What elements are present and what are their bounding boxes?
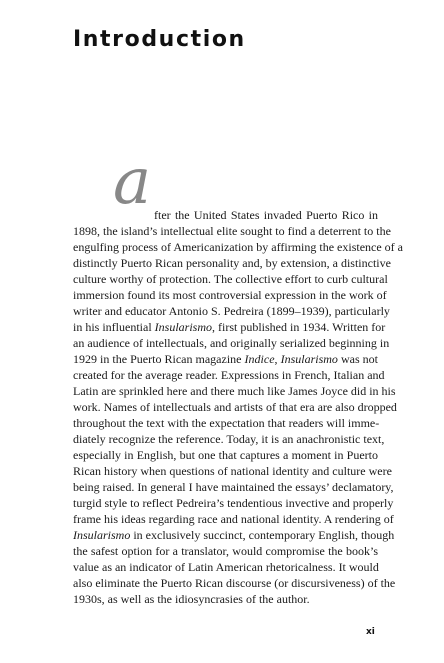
text-line: writer and educator Antonio S. Pedreira (1899–1939), particularly <box>73 304 390 318</box>
text-line: 1930s, as well as the idiosyncrasies of the author. <box>73 592 310 606</box>
text-line: distinctly Puerto Rican personality and, by extension, a distinctive <box>73 256 391 270</box>
text-line: also eliminate the Puerto Rican discourse (or discursiveness) of the <box>73 576 396 590</box>
first-line: fter the United States invaded Puerto Rico in <box>154 208 378 222</box>
text-line: Latin are sprinkled here and there much like James Joyce did in his <box>73 384 396 398</box>
text-line: culture worthy of protection. The collective effort to curb cultural <box>73 272 388 286</box>
text-line: work. Names of intellectuals and artists of that era are also dropped <box>73 400 397 414</box>
text-line: being raised. In general I have maintained the essays’ declamatory, <box>73 480 394 494</box>
text-line: especially in English, but one that captures a moment in Puerto <box>73 448 378 462</box>
text-line: created for the average reader. Expressions in French, Italian and <box>73 368 385 382</box>
text-line: turgid style to reflect Pedreira’s tendentious invective and properly <box>73 496 394 510</box>
text-line: 1898, the island’s intellectual elite sought to find a deterrent to the <box>73 224 391 238</box>
page-number: xi <box>366 627 375 637</box>
body-text <box>73 223 403 607</box>
chapter-title: Introduction <box>73 27 246 52</box>
text-line: diately recognize the reference. Today, it is an anachronistic text, <box>73 432 385 446</box>
text-line: in his influential Insularismo, first published in 1934. Written for <box>73 320 386 334</box>
text-line: engulfing process of Americanization by affirming the existence of a <box>73 240 403 254</box>
text-line: an audience of intellectuals, and originally serialized beginning in <box>73 336 390 350</box>
text-line: frame his ideas regarding race and national identity. A rendering of <box>73 512 394 526</box>
text-line: the safest option for a translator, would compromise the book’s <box>73 544 378 558</box>
text-line: Rican history when questions of national identity and culture were <box>73 464 392 478</box>
text-line: 1929 in the Puerto Rican magazine Indice, Insularismo was not <box>73 352 379 366</box>
text-line: immersion found its most controversial expression in the work of <box>73 288 387 302</box>
text-line: value as an indicator of Latin American rhetoricalness. It would <box>73 560 379 574</box>
text-line: throughout the text with the expectation that readers will imme- <box>73 416 380 430</box>
drop-cap: a <box>113 145 152 219</box>
text-line: Insularismo in exclusively succinct, contemporary English, though <box>73 528 395 542</box>
